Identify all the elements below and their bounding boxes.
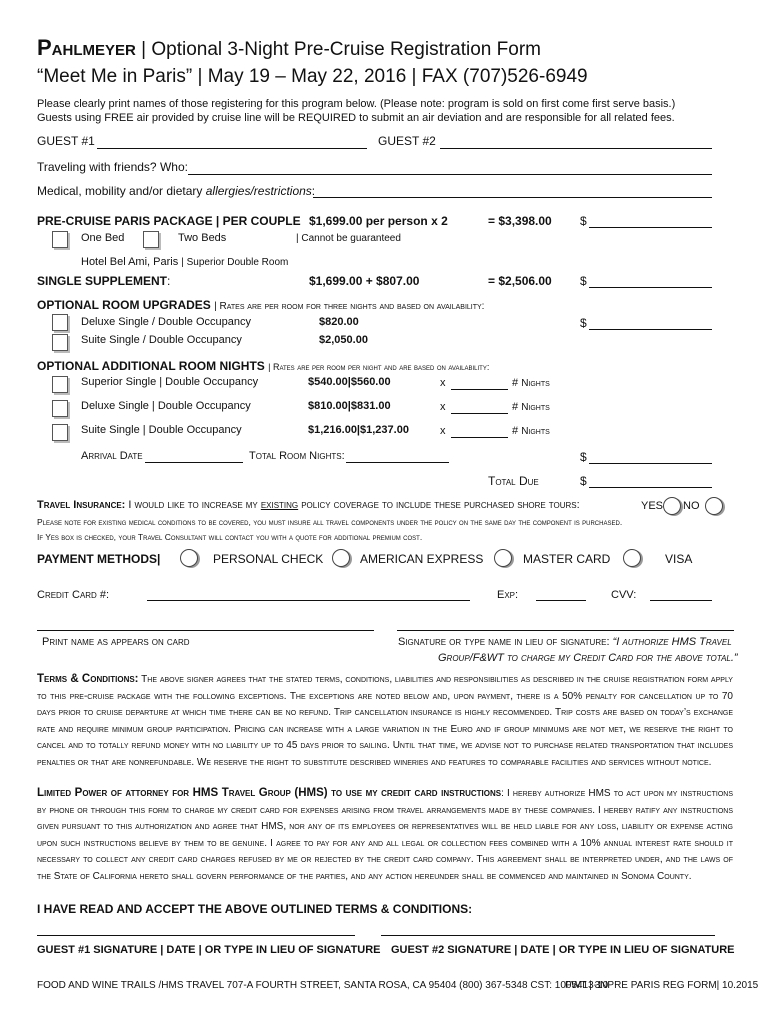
brand-name: Pahlmeyer xyxy=(37,35,136,60)
single-supplement-label xyxy=(37,274,170,288)
insurance-yes-label: YES xyxy=(641,500,664,512)
nights-amount-field[interactable] xyxy=(589,463,712,464)
master-card-label: MASTER CARD xyxy=(523,552,611,566)
form-subtitle: “Meet Me in Paris” | May 19 – May 22, 2016 | FAX (707)526-6949 xyxy=(37,66,588,87)
visa-radio[interactable] xyxy=(623,549,641,567)
total-due-field[interactable] xyxy=(589,487,712,488)
cvv-field[interactable] xyxy=(650,600,712,601)
card-signature-text: Signature or type name in lieu of signature: xyxy=(398,636,610,648)
exp-field[interactable] xyxy=(536,600,586,601)
one-bed-label: One Bed xyxy=(81,232,125,244)
print-name-field[interactable] xyxy=(37,630,374,631)
insurance-no-label: NO xyxy=(683,500,700,512)
footer-company: FOOD AND WINE TRAILS /HMS TRAVEL 707-A FOURTH STREET, SANTA ROSA, CA 95404 (800) 367-5348 CST: 1005413-10 xyxy=(37,980,609,991)
guest2-signature-label: GUEST #2 SIGNATURE | DATE | OR TYPE IN LIEU OF SIGNATURE xyxy=(391,944,735,956)
upgrades-title xyxy=(37,298,484,312)
medical-label-text: Medical, mobility and/or dietary xyxy=(37,184,203,198)
hotel-room-type: | Superior Double Room xyxy=(181,257,289,268)
personal-check-radio[interactable] xyxy=(180,549,198,567)
credit-card-label: Credit Card #: xyxy=(37,589,110,601)
night-superior-hash xyxy=(512,377,550,389)
medical-field[interactable] xyxy=(313,197,712,198)
master-card-radio[interactable] xyxy=(494,549,512,567)
american-express-radio[interactable] xyxy=(332,549,350,567)
hotel-name-text: Hotel Bel Ami, Paris xyxy=(81,256,179,268)
insurance-text-b: policy coverage to include these purchased shore tours: xyxy=(301,499,580,511)
night-superior-x: x xyxy=(440,377,446,389)
poa-body: : I hereby authorize HMS to act upon my instructions by phone or through this form to charge my credit card for expenses arising from travel arrangements made by these companies. I hereby ratify any instructions given pursuant to this authorization and agree that HMS, nor any of its employees or representatives will be held liable for any loss, liability or expense acting upon such instructions believe by them to be genuine. I agree to pay for any and all legal or collection fees combined with a 10% annual interest rate should it necessary to collect any credit card charges refused by me or rejected by the credit card company. This agreement shall be interpreted under, and the laws of the State of California hereto shall govern performance of the parties, and any action hereunder shall be commenced and maintained in Sonoma County. xyxy=(37,788,733,882)
single-supplement-total: = $2,506.00 xyxy=(488,274,552,288)
total-due-label: Total Due xyxy=(488,474,539,488)
medical-label xyxy=(37,184,315,198)
intro-line-1: Please clearly print names of those registering for this program below. (Please note: program is sold on first come first serve basis.) xyxy=(37,98,676,110)
upgrade-suite-label: Suite Single / Double Occupancy xyxy=(81,334,242,346)
poa-paragraph xyxy=(37,785,733,886)
insurance-line xyxy=(37,499,580,511)
night-deluxe-unit: Nights xyxy=(521,402,550,413)
night-superior-price: $540.00|$560.00 xyxy=(308,376,391,388)
card-signature-label xyxy=(398,636,732,648)
upgrades-amount-field[interactable] xyxy=(589,329,712,330)
medical-label-italic: allergies/restrictions xyxy=(205,184,312,198)
night-suite-checkbox[interactable] xyxy=(52,424,68,441)
guest1-signature-label: GUEST #1 SIGNATURE | DATE | OR TYPE IN LIEU OF SIGNATURE xyxy=(37,944,381,956)
single-supplement-price: $1,699.00 + $807.00 xyxy=(309,274,420,288)
night-deluxe-price: $810.00|$831.00 xyxy=(308,400,391,412)
nights-title xyxy=(37,359,489,373)
night-suite-hash xyxy=(512,425,550,437)
night-superior-unit: Nights xyxy=(521,378,550,389)
nights-note: | Rates are per room per night and are based on availability: xyxy=(268,362,490,372)
personal-check-label: PERSONAL CHECK xyxy=(213,552,324,566)
form-title xyxy=(37,35,541,61)
total-nights-field[interactable] xyxy=(346,462,449,463)
upgrade-suite-checkbox[interactable] xyxy=(52,334,68,351)
poa-lead: Limited Power of attorney for HMS Travel Group (HMS) to use my credit card instructions xyxy=(37,787,502,799)
package-dollar: $ xyxy=(580,214,587,228)
night-superior-hash-sign: # xyxy=(512,377,519,389)
upgrade-deluxe-checkbox[interactable] xyxy=(52,314,68,331)
single-supplement-amount-field[interactable] xyxy=(589,287,712,288)
guest2-signature-field[interactable] xyxy=(381,935,715,936)
insurance-existing: existing xyxy=(260,499,299,511)
night-deluxe-hash-sign: # xyxy=(512,401,519,413)
payment-title: PAYMENT METHODS| xyxy=(37,552,161,566)
night-deluxe-label: Deluxe Single | Double Occupancy xyxy=(81,400,251,412)
night-suite-x: x xyxy=(440,425,446,437)
nights-title-text: OPTIONAL ADDITIONAL ROOM NIGHTS xyxy=(37,359,265,373)
credit-card-field[interactable] xyxy=(147,600,470,601)
not-guaranteed-note: | Cannot be guaranteed xyxy=(296,233,401,244)
intro-line-2: Guests using FREE air provided by cruise line will be REQUIRED to submit an air deviation and are responsible for all related fees. xyxy=(37,112,675,124)
hotel-name xyxy=(81,256,288,268)
accept-statement: I HAVE READ AND ACCEPT THE ABOVE OUTLINED TERMS & CONDITIONS: xyxy=(37,902,473,916)
cvv-label: CVV: xyxy=(611,589,637,601)
insurance-yes-radio[interactable] xyxy=(663,497,681,515)
insurance-note-1: Please note for existing medical conditions to be covered, you must insure all travel components under the policy on the same day the component is purchased. xyxy=(37,517,623,527)
exp-label: Exp: xyxy=(497,589,519,601)
night-deluxe-hash xyxy=(512,401,550,413)
insurance-no-radio[interactable] xyxy=(705,497,723,515)
insurance-text-a: I would like to increase my xyxy=(128,499,258,511)
footer-form-id: FWT | 3NPRE PARIS REG FORM| 10.2015 xyxy=(565,980,759,991)
night-deluxe-count-field[interactable] xyxy=(451,413,508,414)
insurance-lead: Travel Insurance: xyxy=(37,499,126,511)
night-superior-checkbox[interactable] xyxy=(52,376,68,393)
arrival-date-label: Arrival Date xyxy=(81,450,143,462)
upgrade-deluxe-label: Deluxe Single / Double Occupancy xyxy=(81,316,251,328)
package-title: PRE-CRUISE PARIS PACKAGE | PER COUPLE xyxy=(37,214,301,228)
terms-lead: Terms & Conditions: xyxy=(37,673,139,685)
guest2-label: GUEST #2 xyxy=(378,134,436,148)
night-suite-unit: Nights xyxy=(521,426,550,437)
night-suite-label: Suite Single | Double Occupancy xyxy=(81,424,242,436)
guest1-signature-field[interactable] xyxy=(37,935,355,936)
terms-body: The above signer agrees that the stated terms, conditions, liabilities and responsibilities as described in the cruise registration form apply to this pre-cruise package with the following exceptions. The exceptions are noted below and, upon payment, there is a 50% penalty for cancellation up to 70 days prior to cruise departure at which time there can be no refund. Trip cancellation insurance is highly recommended. Trip costs are based on today’s exchange rate and require minimum group participation. Pricing can increase with a large variation in the Euro and if group minimums are not met, we reserve the right to cancel and to totally refund money with no liability up to 45 days prior to sailing. Until that time, we advise not to purchase related transportation that includes penalties or that are nonrefundable. We reserve the right to substitute described wineries and features to comparable facilities and services without notice. xyxy=(37,674,733,768)
total-nights-label: Total Room Nights: xyxy=(249,450,345,462)
print-name-label: Print name as appears on card xyxy=(42,636,190,648)
upgrades-title-text: OPTIONAL ROOM UPGRADES xyxy=(37,298,211,312)
one-bed-checkbox[interactable] xyxy=(52,231,68,248)
friends-field[interactable] xyxy=(188,174,712,175)
night-deluxe-checkbox[interactable] xyxy=(52,400,68,417)
upgrades-note: | Rates are per room for three nights and based on availability: xyxy=(214,301,485,312)
single-supplement-dollar: $ xyxy=(580,274,587,288)
authorize-line-2: Group/F&WT to charge my Credit Card for the above total.” xyxy=(438,652,738,664)
night-suite-hash-sign: # xyxy=(512,425,519,437)
guest2-field[interactable] xyxy=(440,148,712,149)
night-suite-count-field[interactable] xyxy=(451,437,508,438)
package-amount-field[interactable] xyxy=(589,227,712,228)
form-title-text: Optional 3-Night Pre-Cruise Registration Form xyxy=(151,39,541,60)
night-superior-count-field[interactable] xyxy=(451,389,508,390)
package-price: $1,699.00 per person x 2 xyxy=(309,214,448,228)
medical-label-colon: : xyxy=(311,184,316,198)
upgrade-deluxe-price: $820.00 xyxy=(319,316,359,328)
insurance-note-2: If Yes box is checked, your Travel Consultant will contact you with a quote for additional premium cost. xyxy=(37,532,423,542)
friends-label: Traveling with friends? Who: xyxy=(37,160,188,174)
package-total: = $3,398.00 xyxy=(488,214,552,228)
nights-dollar: $ xyxy=(580,450,587,464)
two-beds-checkbox[interactable] xyxy=(143,231,159,248)
upgrade-suite-price: $2,050.00 xyxy=(319,334,368,346)
terms-paragraph xyxy=(37,671,733,772)
night-suite-price: $1,216.00|$1,237.00 xyxy=(308,424,409,436)
two-beds-label: Two Beds xyxy=(178,232,227,244)
night-deluxe-x: x xyxy=(440,401,446,413)
arrival-date-field[interactable] xyxy=(145,462,243,463)
american-express-label: AMERICAN EXPRESS xyxy=(360,552,484,566)
single-supplement-colon: : xyxy=(167,274,171,288)
upgrades-dollar: $ xyxy=(580,316,587,330)
visa-label: VISA xyxy=(665,552,693,566)
total-due-dollar: $ xyxy=(580,474,587,488)
night-superior-label: Superior Single | Double Occupancy xyxy=(81,376,259,388)
authorize-line-1: “I authorize HMS Travel xyxy=(612,636,732,648)
guest1-label: GUEST #1 xyxy=(37,134,95,148)
card-signature-field[interactable] xyxy=(397,630,734,631)
title-separator: | xyxy=(141,39,147,60)
guest1-field[interactable] xyxy=(97,148,367,149)
single-supplement-text: SINGLE SUPPLEMENT xyxy=(37,274,168,288)
